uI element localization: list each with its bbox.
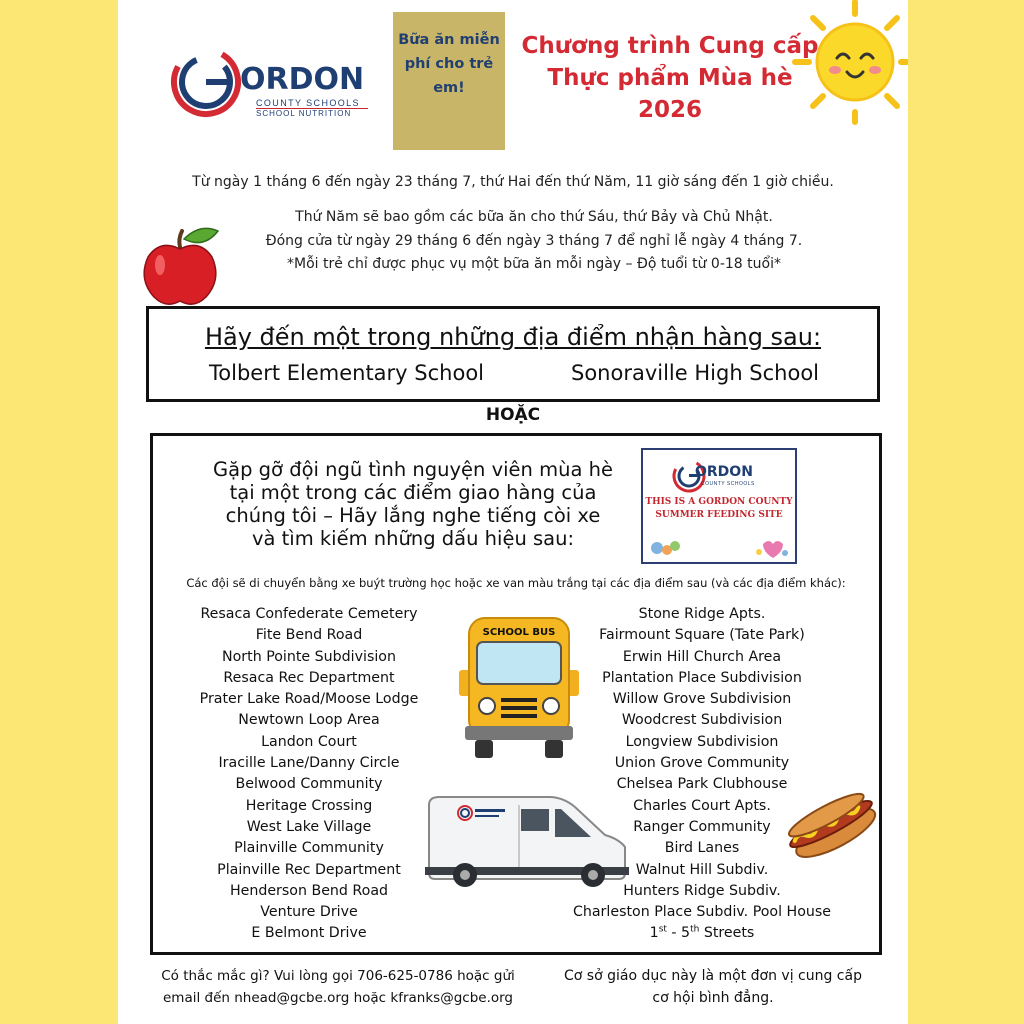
hot-dog-icon (783, 782, 879, 866)
pickup-location-tolbert: Tolbert Elementary School (209, 361, 484, 385)
dates-line: Từ ngày 1 tháng 6 đến ngày 23 tháng 7, thứ Hai đến thứ Năm, 11 giờ sáng đến 1 giờ chiều. (192, 174, 834, 190)
pickup-locations-box (146, 306, 880, 402)
streets-part: st (658, 924, 667, 935)
program-title: Chương trình Cung cấp Thực phẩm Mùa hè 2026 (521, 33, 819, 123)
location-item: Chelsea Park Clubhouse (616, 776, 788, 793)
location-item: Willow Grove Subdivision (612, 691, 792, 708)
location-item: E Belmont Drive (251, 925, 367, 942)
pickup-location-sonoraville: Sonoraville High School (571, 361, 820, 385)
location-item: Erwin Hill Church Area (622, 648, 782, 665)
right-locations-list (567, 604, 837, 945)
streets-part: Streets (699, 925, 755, 942)
location-item: Newtown Loop Area (238, 712, 380, 729)
delivery-sites-box (150, 433, 882, 955)
location-item: Union Grove Community (614, 755, 790, 772)
location-item: West Lake Village (246, 818, 372, 835)
location-item: Stone Ridge Apts. (638, 606, 766, 622)
location-item: Venture Drive (260, 904, 358, 921)
school-bus-icon (453, 614, 585, 762)
logo-g-icon (168, 42, 248, 120)
logo-subtitle-2: SCHOOL NUTRITION (256, 109, 352, 118)
left-locations-list (179, 604, 439, 945)
location-item: Plainville Community (234, 840, 384, 857)
equal-opportunity-text: Cơ sở giáo dục này là một đơn vị cung cấp cơ hội bình đẳng. (564, 968, 862, 1006)
location-item: Hunters Ridge Subdiv. (623, 882, 781, 899)
location-item: Belwood Community (235, 776, 383, 793)
sign-subtitle: COUNTY SCHOOLS (701, 481, 755, 487)
apple-icon (142, 225, 220, 307)
location-item: Bird Lanes (664, 840, 740, 857)
flyer-page (118, 0, 908, 1024)
sun-icon (773, 0, 908, 125)
bus-label: SCHOOL BUS (482, 627, 556, 638)
location-item: Prater Lake Road/Moose Lodge (199, 691, 419, 708)
banner-text: Bữa ăn miễn phí cho trẻ em! (398, 32, 500, 96)
sign-text: THIS IS A GORDON COUNTY SUMMER FEEDING SITE (645, 497, 793, 520)
gordon-logo (168, 42, 378, 120)
location-item: Ranger Community (633, 818, 771, 835)
location-item: Henderson Bend Road (229, 882, 389, 899)
location-item: Heritage Crossing (245, 797, 373, 814)
thursday-note: Thứ Năm sẽ bao gồm các bữa ăn cho thứ Sáu, thứ Bảy và Chủ Nhật. (295, 209, 773, 225)
streets-part: th (690, 924, 700, 935)
location-item: Plainville Rec Department (217, 861, 401, 878)
location-item: Walnut Hill Subdiv. (635, 861, 769, 878)
meal-limit-note: *Mỗi trẻ chỉ được phục vụ một bữa ăn mỗi ngày – Độ tuổi từ 0-18 tuổi* (287, 256, 781, 272)
location-item: Plantation Place Subdivision (602, 669, 802, 686)
white-van-icon (421, 791, 633, 891)
contact-text: Có thắc mắc gì? Vui lòng gọi 706-625-0786 hoặc gửi email đến nhead@gcbe.org hoặc kfranks@gcbe.org (161, 968, 515, 1006)
pickup-title: Hãy đến một trong những địa điểm nhận hàng sau: (204, 323, 822, 351)
free-meals-banner (393, 12, 505, 150)
streets-part: 1 (649, 925, 659, 942)
location-item: Charles Court Apts. (633, 797, 771, 814)
location-item: Iracille Lane/Danny Circle (218, 755, 400, 772)
location-item: North Pointe Subdivision (222, 648, 396, 665)
location-item: Woodcrest Subdivision (621, 712, 783, 729)
location-item: Landon Court (261, 733, 357, 750)
location-item-streets (567, 923, 837, 944)
sign-decoration-icon (643, 536, 793, 560)
logo-subtitle: COUNTY SCHOOLS (256, 98, 360, 108)
location-item: Resaca Rec Department (223, 669, 395, 686)
sign-wordmark: ORDON (695, 464, 753, 480)
or-label: HOẶC (485, 405, 541, 425)
location-item: Fairmount Square (Tate Park) (599, 627, 805, 644)
streets-part: - 5 (666, 925, 691, 942)
closure-note: Đóng cửa từ ngày 29 tháng 6 đến ngày 3 tháng 7 để nghỉ lễ ngày 4 tháng 7. (265, 233, 803, 249)
location-item: Charleston Place Subdiv. Pool House (572, 904, 832, 921)
logo-wordmark: ORDON (240, 62, 365, 97)
teams-note: Các đội sẽ di chuyển bằng xe buýt trường học hoặc xe van màu trắng tại các địa điểm sau (và các địa điểm khác): (186, 576, 846, 590)
location-item: Longview Subdivision (625, 733, 779, 750)
location-item: Fite Bend Road (255, 627, 363, 644)
feeding-site-sign (641, 448, 797, 564)
meet-volunteers-text: Gặp gỡ đội ngũ tình nguyện viên mùa hè tại một trong các điểm giao hàng của chúng tôi – Hãy lắng nghe tiếng còi xe và tìm kiếm những dấu hiệu sau: (213, 458, 613, 550)
location-item: Resaca Confederate Cemetery (200, 606, 418, 622)
